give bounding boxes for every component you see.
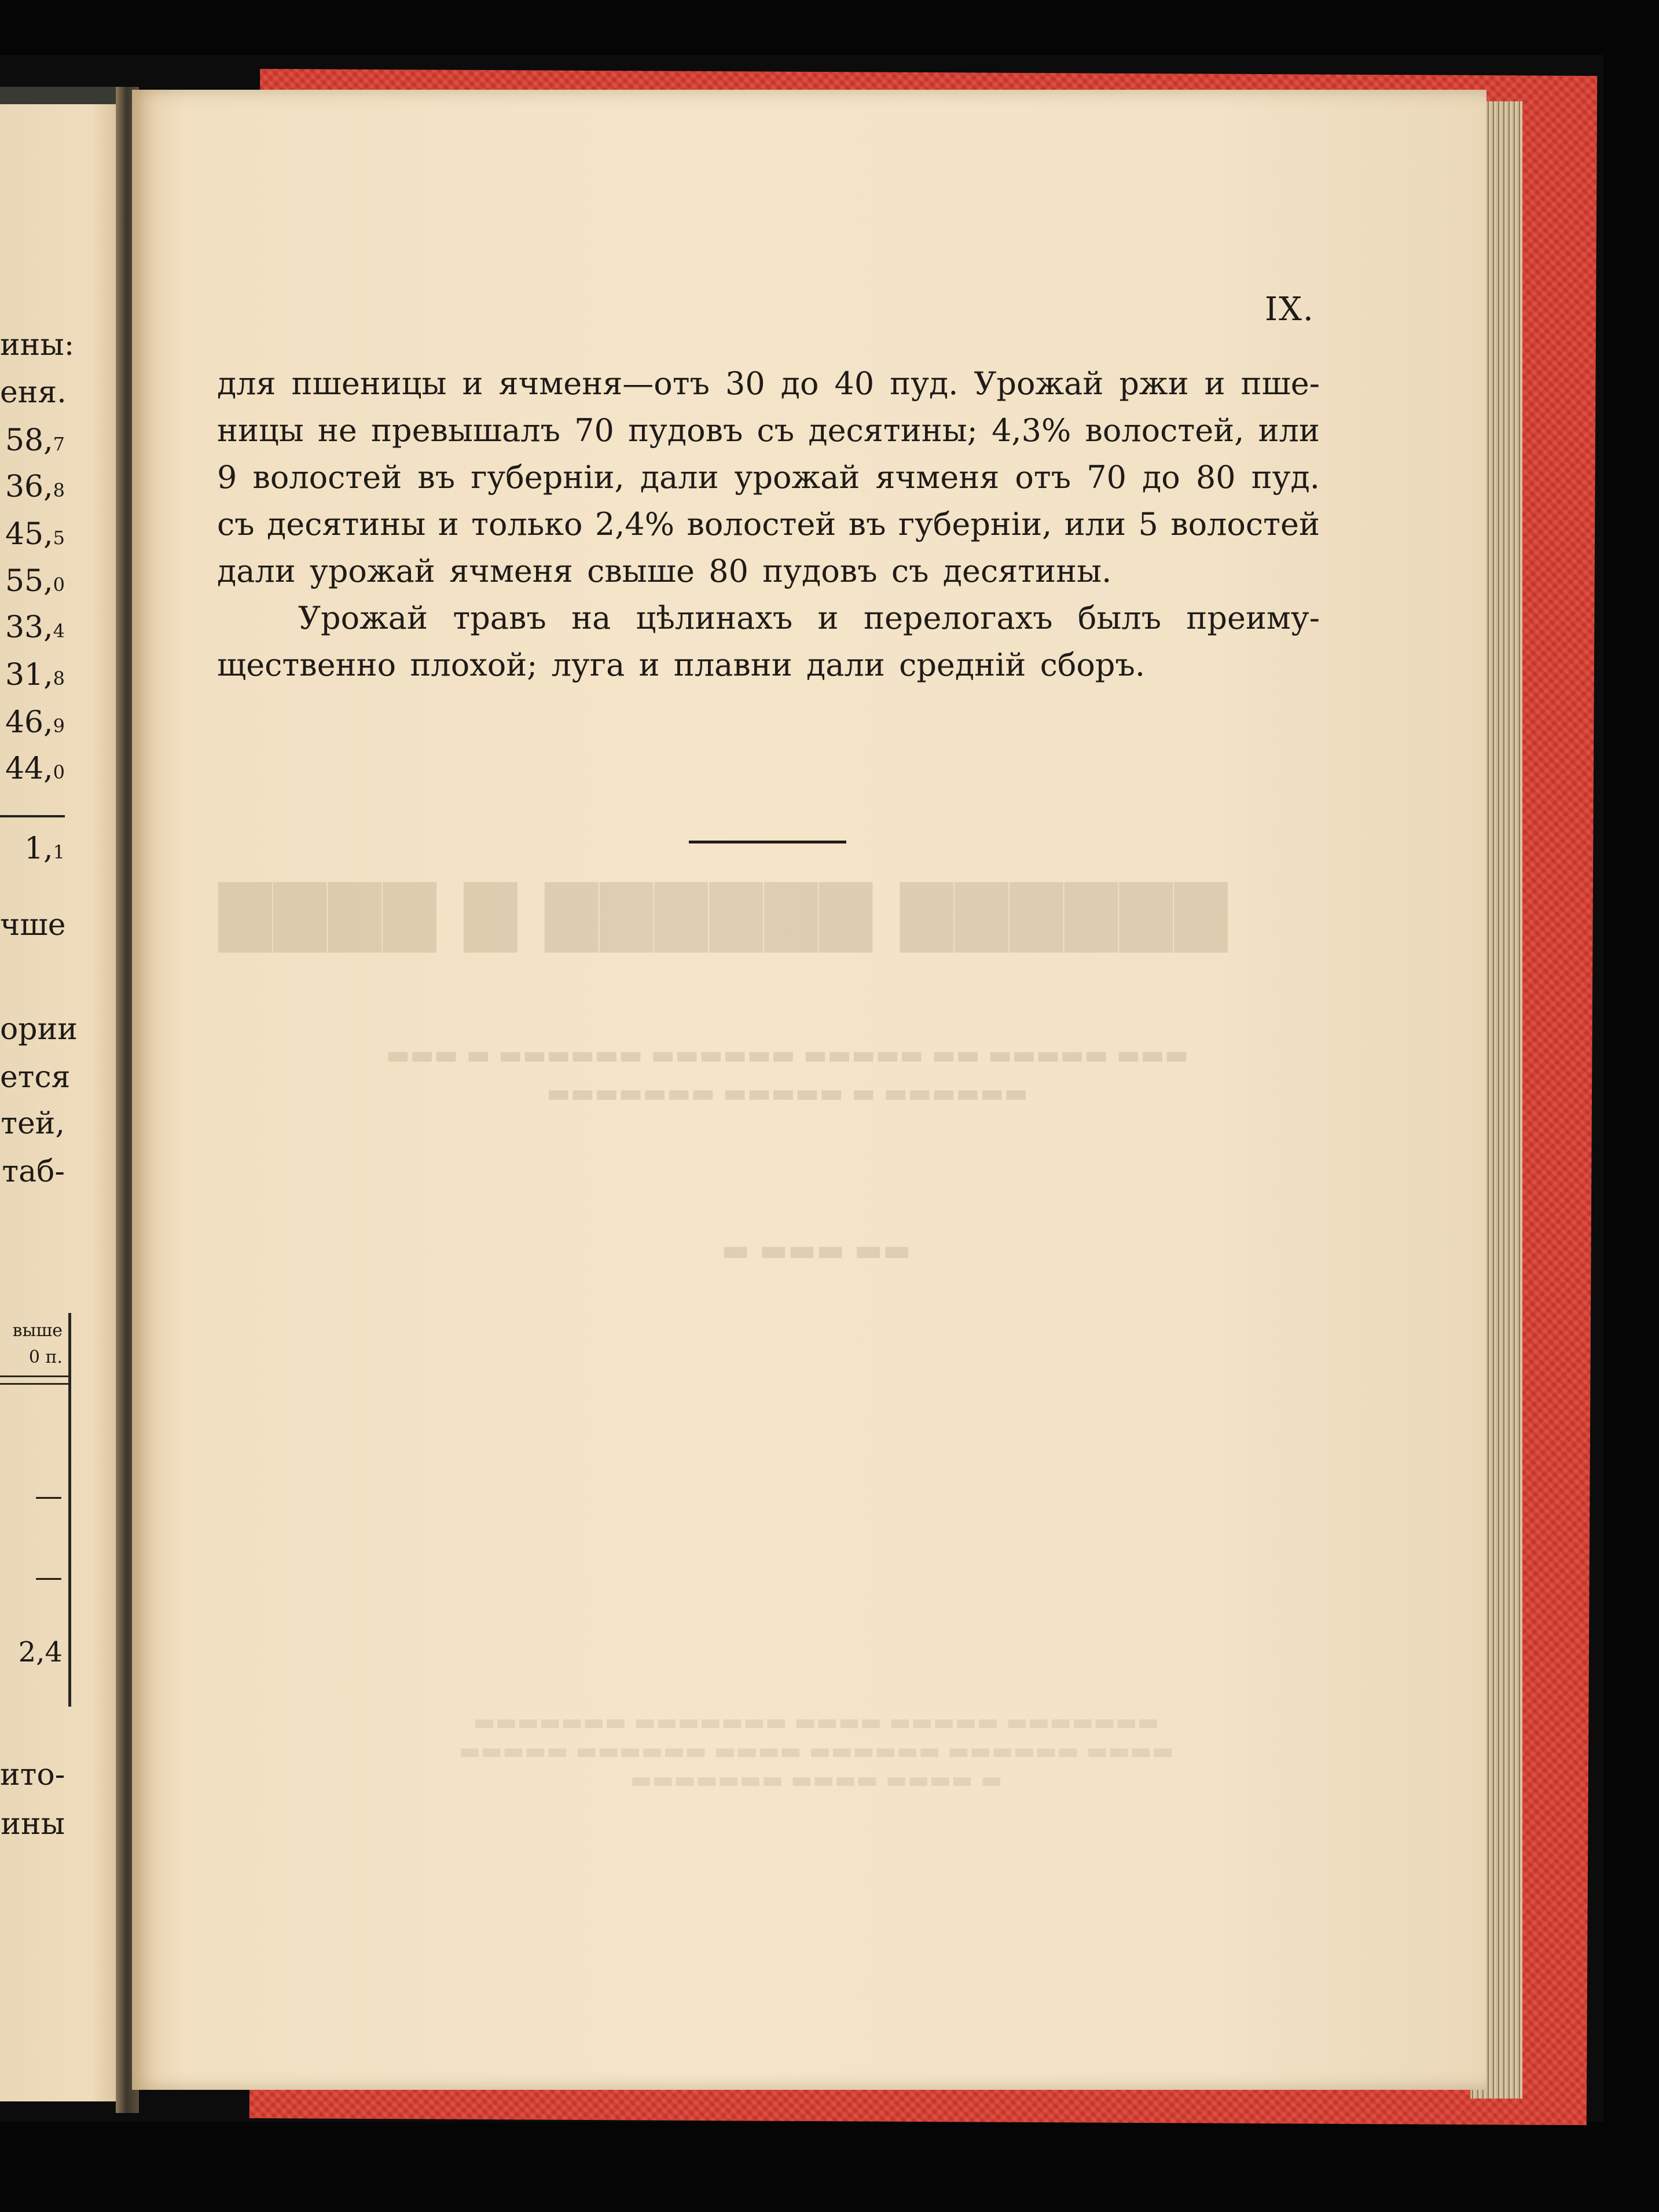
word: въ [848, 506, 886, 542]
text-line [217, 501, 1320, 548]
word: отъ [1015, 459, 1071, 496]
left-page-fragment [0, 1012, 78, 1047]
word: волостей [252, 459, 402, 496]
fragment-text: ории [0, 1012, 78, 1047]
word: 30 [725, 365, 765, 402]
word: пуд. [1251, 459, 1320, 496]
word: 2,4% [594, 506, 675, 542]
word: и [817, 600, 839, 636]
fragment-subscript: 1 [53, 841, 65, 863]
text-line [217, 595, 1320, 641]
word: преиму- [1186, 600, 1320, 636]
word: травъ [453, 600, 546, 636]
text-line [217, 548, 1320, 595]
paragraph-2 [217, 595, 1320, 688]
word: щественно [217, 647, 397, 683]
word: десятины; [808, 412, 978, 449]
word: дали [806, 647, 885, 683]
word: съ [217, 506, 255, 542]
word: ржи [1119, 365, 1189, 402]
fragment-subscript: 4 [53, 620, 65, 642]
word: дали [217, 553, 296, 589]
word: свыше [587, 553, 695, 589]
text-line [217, 454, 1320, 501]
left-table-header-line1: выше [12, 1320, 63, 1341]
left-page-fragment [0, 1154, 65, 1189]
word: волостей [1170, 506, 1320, 542]
text-line [217, 641, 1320, 688]
fragment-subscript: 8 [53, 479, 65, 501]
word: средній [899, 647, 1026, 683]
word: пшеницы [291, 365, 447, 402]
fragment-text: ито- [0, 1758, 65, 1792]
word: плавни [673, 647, 792, 683]
paragraph-1 [217, 360, 1320, 595]
fragment-text: чше [0, 908, 66, 942]
left-page-fragment [0, 564, 65, 599]
word: и [1204, 365, 1225, 402]
text-line [217, 407, 1320, 454]
left-page-fragment [0, 1807, 65, 1842]
fragment-text: 44, [5, 751, 53, 786]
word: или [1064, 506, 1126, 542]
left-table-cell: 2,4 [18, 1636, 63, 1668]
word: цѣлинахъ [636, 600, 793, 636]
word: на [571, 600, 611, 636]
word: 80 [709, 553, 748, 589]
fragment-subscript: 0 [53, 574, 65, 596]
word: и [638, 647, 660, 683]
word: десятины. [942, 553, 1112, 589]
left-table-double-rule [0, 1375, 68, 1385]
fragment-subscript: 8 [53, 667, 65, 689]
word: до [780, 365, 819, 402]
left-page-fragment [0, 910, 65, 940]
word: съ [757, 412, 795, 449]
fragment-text: 55, [5, 564, 53, 599]
word: ячменя—отъ [498, 365, 710, 402]
word: урожай [734, 459, 860, 496]
fragment-text: 33, [5, 610, 53, 645]
section-divider [689, 841, 846, 843]
left-page-fragment [0, 328, 75, 362]
fragment-text: ется [0, 1060, 71, 1095]
fragment-subscript: 5 [53, 527, 65, 549]
left-table-header-line2: 0 п. [28, 1347, 63, 1367]
left-page-fragment [0, 377, 65, 408]
fragment-subscript: 9 [53, 715, 65, 737]
left-page-fragment [0, 1106, 65, 1141]
left-table-header [13, 1318, 63, 1371]
word: ячменя [875, 459, 1000, 496]
word: сборъ. [1040, 647, 1146, 683]
word: ячменя [449, 553, 573, 589]
left-page-fragment [0, 707, 65, 738]
word: 4,3% [992, 412, 1071, 449]
word: 5 [1138, 506, 1158, 542]
word: ницы [217, 412, 304, 449]
word: былъ [1077, 600, 1162, 636]
word: 9 [217, 459, 237, 496]
fragment-text: 46, [5, 705, 53, 740]
word: 70 [1087, 459, 1126, 496]
word: пудовъ [628, 412, 743, 449]
fragment-text: 36, [5, 469, 53, 504]
fragment-text: таб- [2, 1154, 65, 1189]
bleed-through-footnote: ▬▬▬▬▬▬▬ ▬▬▬▬▬ ▬▬▬▬ ▬▬▬▬▬▬▬ ▬▬▬▬▬▬▬ ▬▬▬▬ ▬▬▬▬▬▬ ▬▬▬▬▬▬ ▬▬▬▬ ▬▬▬▬▬▬ ▬▬▬▬▬ ▬ ▬▬▬▬ ▬▬▬▬ ▬▬▬▬▬▬▬ [458, 1709, 1174, 1793]
bleed-through-year: ▬▬ ▬▬▬ ▬ [721, 1233, 911, 1268]
text-line [217, 360, 1320, 407]
word: губерніи, [471, 459, 625, 496]
left-page-fragment [0, 831, 65, 866]
word: и [462, 365, 483, 402]
word: волостей [687, 506, 836, 542]
word: только [471, 506, 583, 542]
word: волостей, [1085, 412, 1245, 449]
left-page-fragment [0, 751, 65, 786]
fragment-text: ины [1, 1807, 65, 1842]
word: пудовъ [762, 553, 878, 589]
word: 80 [1195, 459, 1236, 496]
word: не [317, 412, 357, 449]
fragment-text: ины: [0, 328, 75, 362]
word: до [1142, 459, 1180, 496]
word: превышалъ [371, 412, 560, 449]
bleed-through-subtitle: ▬▬▬ ▬▬▬▬▬ ▬▬ ▬▬▬▬▬ ▬▬▬▬▬▬ ▬▬▬▬▬▬ ▬ ▬▬▬ ▬▬▬▬▬▬ ▬ ▬▬▬▬▬ ▬▬▬▬▬▬▬ [386, 1040, 1189, 1108]
left-page-fragment [0, 1060, 71, 1095]
fragment-text: 58, [5, 423, 53, 458]
fragment-subscript: 0 [53, 761, 65, 783]
left-page-table [0, 1313, 71, 1707]
word: съ [891, 553, 929, 589]
left-table-cell: — [35, 1480, 63, 1512]
word: дали [640, 459, 719, 496]
word: Урожай [974, 365, 1104, 402]
word: или [1258, 412, 1320, 449]
binding-top [0, 87, 130, 104]
fragment-text: еня. [0, 375, 67, 410]
word: для [217, 365, 276, 402]
word: губерніи, [898, 506, 1052, 542]
word: луга [551, 647, 625, 683]
left-page-fragment [0, 469, 65, 504]
word: десятины [267, 506, 426, 542]
page-number: IX. [1265, 291, 1315, 328]
body-text [217, 360, 1320, 688]
fragment-text: 45, [5, 517, 53, 552]
left-page-fragment [0, 425, 65, 456]
fragment-text: 31, [5, 658, 53, 692]
left-page-rule [0, 815, 65, 817]
left-page-fragment [0, 660, 65, 690]
left-page-fragment [0, 612, 65, 643]
word: въ [417, 459, 456, 496]
left-table-cell: — [35, 1561, 63, 1593]
word: Урожай [298, 600, 428, 636]
word: урожай [310, 553, 435, 589]
word: пше- [1240, 365, 1320, 402]
fragment-subscript: 7 [53, 433, 65, 455]
left-page-fragment [0, 517, 65, 552]
fragment-text: 1, [24, 831, 53, 866]
bleed-through-title: ▇▇▇▇▇▇ ▇▇▇▇▇▇ ▇ ▇▇▇▇ [216, 871, 1227, 952]
word: 40 [834, 365, 875, 402]
fragment-text: тей, [1, 1106, 65, 1141]
word: и [438, 506, 459, 542]
word: 70 [574, 412, 614, 449]
left-page-fragment [0, 1760, 65, 1790]
word: перелогахъ [863, 600, 1053, 636]
word: пуд. [890, 365, 959, 402]
word: плохой; [410, 647, 538, 683]
